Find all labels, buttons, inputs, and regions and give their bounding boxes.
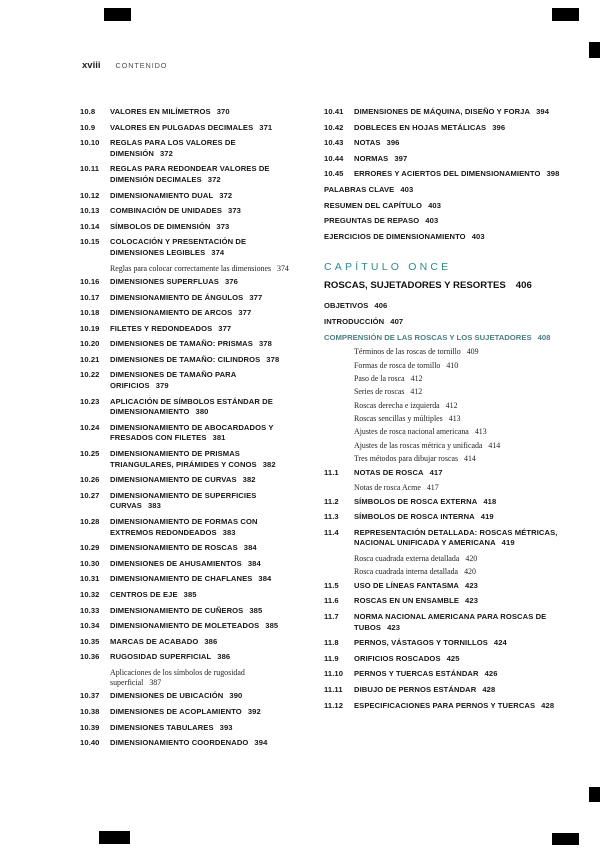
entry-page: 410 <box>446 360 459 370</box>
toc-entry <box>324 612 560 633</box>
toc-entry <box>324 654 560 665</box>
entry-number: 11.12 <box>324 700 344 710</box>
toc-plain-entry <box>324 216 560 227</box>
entry-title: DIMENSIONES DE ACOPLAMIENTO 392 <box>110 706 261 716</box>
entry-title: REGLAS PARA REDONDEAR VALORES DE DIMENSIÓN DECIMALES 372 <box>110 164 270 184</box>
toc-entry <box>80 423 296 444</box>
entry-number: 10.24 <box>80 422 100 432</box>
toc-entry <box>80 606 296 617</box>
entry-page: 403 <box>425 216 439 226</box>
entry-number: 10.38 <box>80 706 100 716</box>
entry-title: SÍMBOLOS DE DIMENSIÓN 373 <box>110 221 230 231</box>
entry-number: 10.22 <box>80 370 100 380</box>
toc-entry <box>324 468 560 479</box>
entry-number: 10.40 <box>80 738 100 748</box>
toc-entry <box>80 491 296 512</box>
entry-title: DIMENSIONES DE UBICACIÓN 390 <box>110 691 243 701</box>
entry-number: 10.10 <box>80 138 100 148</box>
entry-number: 10.19 <box>80 323 100 333</box>
toc-plain-entry <box>324 232 560 243</box>
toc-entry <box>80 123 296 134</box>
entry-title: PERNOS, VÁSTAGOS Y TORNILLOS 424 <box>354 638 507 648</box>
entry-title: DIMENSIONAMIENTO DE SUPERFICIES CURVAS 383 <box>110 490 257 511</box>
toc-entry <box>324 154 560 165</box>
entry-page: 412 <box>445 400 458 410</box>
toc-entry <box>324 107 560 118</box>
toc-entry <box>80 206 296 217</box>
entry-number: 10.14 <box>80 221 100 231</box>
chapter-kicker: CAPÍTULO ONCE <box>324 261 452 274</box>
toc-entry <box>80 475 296 486</box>
toc-entry <box>324 685 560 696</box>
toc-entry <box>80 449 296 470</box>
entry-number: 10.16 <box>80 276 100 286</box>
toc-entry <box>324 512 560 523</box>
toc-entry <box>80 370 296 391</box>
entry-number: 10.32 <box>80 589 100 599</box>
entry-title: VALORES EN MILÍMETROS 370 <box>110 107 230 116</box>
entry-title: DIMENSIONAMIENTO DE FORMAS CON EXTREMOS REDONDEADOS 383 <box>110 517 258 537</box>
toc-entry <box>324 701 560 712</box>
entry-number: 11.1 <box>324 467 339 477</box>
entry-page: 394 <box>536 107 550 116</box>
entry-number: 10.21 <box>80 354 100 364</box>
entry-number: 10.13 <box>80 206 100 216</box>
entry-page: 383 <box>147 501 161 511</box>
entry-page: 398 <box>546 169 560 179</box>
entry-title: ESPECIFICACIONES PARA PERNOS Y TUERCAS 428 <box>354 700 555 710</box>
entry-number: 11.9 <box>324 653 339 663</box>
entry-title: RUGOSIDAD SUPERFICIAL 386 <box>110 652 231 662</box>
entry-number: 10.8 <box>80 107 96 116</box>
entry-page: 428 <box>482 684 496 694</box>
entry-title: DIMENSIONES TABULARES 393 <box>110 722 233 732</box>
entry-title: MARCAS DE ACABADO 386 <box>110 636 218 646</box>
toc-entry <box>80 222 296 233</box>
entry-title: EJERCICIOS DE DIMENSIONAMIENTO 403 <box>324 231 485 241</box>
entry-number: 11.11 <box>324 684 343 694</box>
entry-page: 413 <box>474 427 487 437</box>
entry-page: 420 <box>464 567 476 577</box>
entry-number: 11.6 <box>324 596 339 606</box>
toc-entry <box>324 596 560 607</box>
entry-page: 417 <box>429 467 443 477</box>
entry-page: 425 <box>446 653 460 663</box>
toc-sub-entry: Aplicaciones de los símbolos de rugosidad superficial 387 <box>110 667 245 687</box>
toc-entry <box>80 637 296 648</box>
entry-title: DIMENSIONES DE TAMAÑO: PRISMAS 378 <box>110 339 272 349</box>
crop-mark-bottom-right <box>552 833 579 845</box>
entry-number: 10.27 <box>80 490 100 500</box>
entry-number: 11.8 <box>324 638 339 648</box>
entry-number: 10.29 <box>80 543 100 553</box>
entry-title: ROSCAS EN UN ENSAMBLE 423 <box>354 596 479 606</box>
entry-number: 11.10 <box>324 669 344 679</box>
entry-number: 11.7 <box>324 611 339 621</box>
entry-page: 372 <box>159 148 173 158</box>
toc-sub-entry: Formas de rosca de tornillo 410 <box>354 360 459 370</box>
entry-title: NOTAS DE ROSCA 417 <box>354 467 443 477</box>
entry-page: 428 <box>541 700 555 710</box>
entry-page: 378 <box>266 354 280 364</box>
entry-page: 409 <box>466 347 479 357</box>
entry-page: 403 <box>400 184 414 194</box>
entry-title: DIMENSIONAMIENTO DE ARCOS 377 <box>110 308 252 318</box>
entry-number: 10.35 <box>80 636 100 646</box>
toc-entry <box>324 669 560 680</box>
entry-number: 10.42 <box>324 122 344 132</box>
toc-plain-entry <box>324 201 560 212</box>
entry-title: COLOCACIÓN Y PRESENTACIÓN DE DIMENSIONES LEGIBLES 374 <box>110 237 247 257</box>
entry-title: ORIFICIOS ROSCADOS 425 <box>354 653 460 663</box>
entry-title: DIMENSIONES SUPERFLUAS 376 <box>110 276 238 286</box>
toc-left-column <box>80 107 296 754</box>
entry-title: PERNOS Y TUERCAS ESTÁNDAR 426 <box>354 669 498 679</box>
toc-entry <box>80 308 296 319</box>
entry-page: 372 <box>219 190 233 200</box>
entry-page: 382 <box>242 475 256 485</box>
entry-title: REPRESENTACIÓN DETALLADA: ROSCAS MÉTRICAS, NACIONAL UNIFICADA Y AMERICANA 419 <box>354 527 558 548</box>
toc-entry <box>80 559 296 570</box>
entry-page: 407 <box>390 316 404 326</box>
entry-page: 377 <box>218 323 232 333</box>
toc-plain-entry <box>324 301 560 312</box>
toc-columns <box>80 107 566 754</box>
entry-number: 10.31 <box>80 574 100 584</box>
entry-title: SÍMBOLOS DE ROSCA INTERNA 419 <box>354 512 494 522</box>
entry-number: 11.3 <box>324 512 339 522</box>
entry-page: 386 <box>204 636 218 646</box>
toc-entry <box>80 574 296 585</box>
entry-number: 10.20 <box>80 339 100 349</box>
entry-number: 10.41 <box>324 107 344 116</box>
entry-page: 423 <box>387 622 401 632</box>
entry-page: 383 <box>222 527 236 537</box>
crop-mark-right-upper <box>589 42 600 58</box>
entry-title: DIMENSIONAMIENTO DE MOLETEADOS 385 <box>110 621 279 631</box>
entry-number: 10.39 <box>80 722 100 732</box>
entry-title: COMBINACIÓN DE UNIDADES 373 <box>110 206 241 216</box>
entry-page: 387 <box>149 677 162 687</box>
entry-page: 419 <box>501 538 515 548</box>
toc-right-column <box>324 107 560 754</box>
entry-number: 10.25 <box>80 449 100 459</box>
entry-title: DIMENSIONAMIENTO DE CUÑEROS 385 <box>110 605 263 615</box>
entry-page: 372 <box>207 174 221 184</box>
entry-number: 11.2 <box>324 496 339 506</box>
toc-entry <box>80 355 296 366</box>
entry-page: 376 <box>224 276 238 286</box>
entry-page: 381 <box>212 433 226 443</box>
entry-title: NORMAS 397 <box>354 153 408 163</box>
entry-page: 412 <box>410 387 423 397</box>
entry-page: 423 <box>465 596 479 606</box>
toc-sub-entry: Roscas sencillas y múltiples 413 <box>354 414 461 424</box>
page-folio: xviii <box>82 60 101 71</box>
entry-number: 10.12 <box>80 190 100 200</box>
entry-title: DIMENSIONAMIENTO DE CURVAS 382 <box>110 475 256 485</box>
toc-sub-entry: Rosca cuadrada interna detallada 420 <box>354 567 476 577</box>
crop-mark-bottom-left <box>99 831 130 844</box>
toc-section-heading: COMPRENSIÓN DE LAS ROSCAS Y LOS SUJETADORES 408 <box>324 332 551 342</box>
entry-page: 377 <box>238 308 252 318</box>
entry-page: 414 <box>464 454 476 464</box>
entry-title: DIMENSIONAMIENTO DE ÁNGULOS 377 <box>110 292 263 302</box>
toc-entry <box>80 723 296 734</box>
entry-page: 374 <box>277 263 289 273</box>
entry-page: 374 <box>211 247 225 257</box>
entry-title: RESUMEN DEL CAPÍTULO 403 <box>324 200 442 210</box>
entry-number: 10.34 <box>80 621 100 631</box>
toc-entry <box>80 517 296 538</box>
toc-entry <box>80 237 296 258</box>
entry-number: 10.15 <box>80 237 100 247</box>
toc-sub-entry: Reglas para colocar correctamente las dimensiones 374 <box>110 263 289 273</box>
entry-number: 10.37 <box>80 691 100 701</box>
entry-page: 382 <box>262 459 276 469</box>
entry-title: FILETES Y REDONDEADOS 377 <box>110 323 232 333</box>
entry-page: 386 <box>217 652 231 662</box>
entry-page: 406 <box>374 301 388 311</box>
entry-title: DIMENSIONES DE TAMAÑO PARA ORIFICIOS 379 <box>110 370 237 391</box>
entry-number: 10.9 <box>80 122 96 132</box>
crop-mark-top-right <box>552 8 579 21</box>
toc-entry <box>80 707 296 718</box>
toc-entry <box>80 191 296 202</box>
toc-sub-entry: Tres métodos para dibujar roscas 414 <box>354 454 476 464</box>
entry-number: 10.17 <box>80 292 100 302</box>
entry-page: 396 <box>386 138 400 148</box>
entry-number: 11.4 <box>324 527 339 537</box>
toc-entry <box>324 497 560 508</box>
toc-sub-entry: Roscas derecha e izquierda 412 <box>354 400 458 410</box>
entry-number: 10.45 <box>324 169 344 179</box>
running-head-title: CONTENIDO <box>115 61 168 70</box>
entry-page: 426 <box>484 669 498 679</box>
toc-entry <box>80 164 296 185</box>
entry-number: 11.5 <box>324 580 339 590</box>
entry-title: DIMENSIONAMIENTO DUAL 372 <box>110 190 233 200</box>
entry-title: OBJETIVOS 406 <box>324 301 388 311</box>
entry-title: DIMENSIONES DE TAMAÑO: CILINDROS 378 <box>110 354 280 364</box>
toc-entry <box>324 638 560 649</box>
entry-page: 420 <box>465 554 478 563</box>
toc-entry <box>324 581 560 592</box>
entry-title: DIMENSIONAMIENTO DE ROSCAS 384 <box>110 543 257 553</box>
toc-plain-entry <box>324 317 560 328</box>
entry-page: 380 <box>195 407 209 417</box>
toc-entry <box>80 293 296 304</box>
entry-page: 392 <box>247 706 261 716</box>
toc-sub-entry: Series de roscas 412 <box>354 387 423 397</box>
entry-page: 412 <box>410 373 423 383</box>
entry-title: DIMENSIONAMIENTO DE PRISMAS TRIANGULARES, PIRÁMIDES Y CONOS 382 <box>110 449 276 469</box>
entry-page: 417 <box>426 483 439 493</box>
entry-page: 396 <box>492 122 506 132</box>
entry-page: 418 <box>483 496 497 506</box>
entry-title: APLICACIÓN DE SÍMBOLOS ESTÁNDAR DE DIMENSIONAMIENTO 380 <box>110 396 273 417</box>
entry-page: 408 <box>537 332 551 342</box>
entry-title: PALABRAS CLAVE 403 <box>324 184 414 194</box>
entry-number: 10.36 <box>80 652 100 662</box>
toc-entry <box>80 324 296 335</box>
entry-page: 403 <box>471 231 485 241</box>
entry-title: REGLAS PARA LOS VALORES DE DIMENSIÓN 372 <box>110 138 236 158</box>
entry-number: 10.28 <box>80 517 100 527</box>
entry-page: 373 <box>216 221 230 231</box>
entry-number: 10.26 <box>80 475 100 485</box>
entry-title: DIMENSIONES DE AHUSAMIENTOS 384 <box>110 558 261 568</box>
entry-page: 378 <box>258 339 272 349</box>
toc-entry <box>80 138 296 159</box>
toc-entry <box>80 543 296 554</box>
toc-sub-entry: Rosca cuadrada externa detallada 420 <box>354 554 478 563</box>
toc-entry <box>80 738 296 749</box>
entry-title: USO DE LÍNEAS FANTASMA 423 <box>354 580 478 590</box>
entry-title: DIBUJO DE PERNOS ESTÁNDAR 428 <box>354 684 496 694</box>
toc-entry <box>324 169 560 180</box>
entry-title: ERRORES Y ACIERTOS DEL DIMENSIONAMIENTO 398 <box>354 169 560 179</box>
entry-page: 419 <box>480 512 494 522</box>
entry-page: 385 <box>183 589 197 599</box>
entry-page: 403 <box>428 200 442 210</box>
toc-entry <box>80 590 296 601</box>
chapter-title: ROSCAS, SUJETADORES Y RESORTES 406 <box>324 280 532 292</box>
toc-entry <box>80 397 296 418</box>
toc-plain-entry <box>324 185 560 196</box>
toc-sub-entry: Términos de las roscas de tornillo 409 <box>354 347 479 357</box>
entry-title: INTRODUCCIÓN 407 <box>324 316 404 326</box>
entry-number: 10.18 <box>80 308 100 318</box>
toc-entry <box>324 123 560 134</box>
running-head <box>82 60 167 71</box>
entry-title: SÍMBOLOS DE ROSCA EXTERNA 418 <box>354 496 497 506</box>
entry-title: DIMENSIONES DE MÁQUINA, DISEÑO Y FORJA 394 <box>354 107 550 116</box>
toc-entry <box>324 528 560 549</box>
entry-page: 423 <box>465 580 478 590</box>
entry-number: 10.33 <box>80 605 100 615</box>
entry-page: 390 <box>229 691 243 701</box>
entry-title: NOTAS 396 <box>354 138 400 148</box>
toc-entry <box>80 621 296 632</box>
entry-page: 379 <box>155 381 169 391</box>
entry-page: 385 <box>249 605 263 615</box>
entry-page: 413 <box>448 414 461 424</box>
toc-entry <box>80 339 296 350</box>
entry-number: 10.30 <box>80 558 100 568</box>
entry-page: 370 <box>216 107 230 116</box>
entry-page: 384 <box>243 543 257 553</box>
entry-page: 414 <box>488 440 501 450</box>
entry-title: CENTROS DE EJE 385 <box>110 589 197 599</box>
entry-page: 394 <box>254 738 268 748</box>
entry-title: VALORES EN PULGADAS DECIMALES 371 <box>110 122 273 132</box>
crop-mark-top-left <box>104 8 131 21</box>
entry-page: 424 <box>493 638 507 648</box>
entry-page: 384 <box>258 574 272 584</box>
entry-title: NORMA NACIONAL AMERICANA PARA ROSCAS DE TUBOS 423 <box>354 611 547 632</box>
entry-number: 10.43 <box>324 138 344 148</box>
toc-sub-entry: Ajustes de rosca nacional americana 413 <box>354 427 487 437</box>
entry-page: 377 <box>249 292 263 302</box>
entry-page: 373 <box>228 206 241 216</box>
entry-page: 384 <box>247 558 261 568</box>
entry-page: 371 <box>259 122 273 132</box>
toc-entry <box>80 277 296 288</box>
crop-mark-right-lower <box>589 787 600 802</box>
entry-page: 385 <box>265 621 279 631</box>
entry-title: DOBLECES EN HOJAS METÁLICAS 396 <box>354 122 506 132</box>
entry-title: DIMENSIONAMIENTO DE CHAFLANES 384 <box>110 574 272 584</box>
entry-title: PREGUNTAS DE REPASO 403 <box>324 216 439 226</box>
toc-entry <box>324 138 560 149</box>
toc-sub-entry: Ajustes de las roscas métrica y unificada 414 <box>354 440 501 450</box>
chapter-page: 406 <box>515 280 532 292</box>
toc-entry <box>80 652 296 663</box>
entry-number: 10.44 <box>324 153 344 163</box>
toc-sub-entry: Paso de la rosca 412 <box>354 373 423 383</box>
toc-entry <box>80 107 296 118</box>
entry-number: 10.11 <box>80 164 100 174</box>
entry-page: 393 <box>219 722 233 732</box>
entry-title: DIMENSIONAMIENTO DE ABOCARDADOS Y FRESADOS CON FILETES 381 <box>110 422 274 443</box>
toc-entry <box>80 691 296 702</box>
entry-number: 10.23 <box>80 396 100 406</box>
toc-sub-entry: Notas de rosca Acme 417 <box>354 483 439 493</box>
entry-page: 397 <box>394 153 408 163</box>
entry-title: DIMENSIONAMIENTO COORDENADO 394 <box>110 738 268 748</box>
